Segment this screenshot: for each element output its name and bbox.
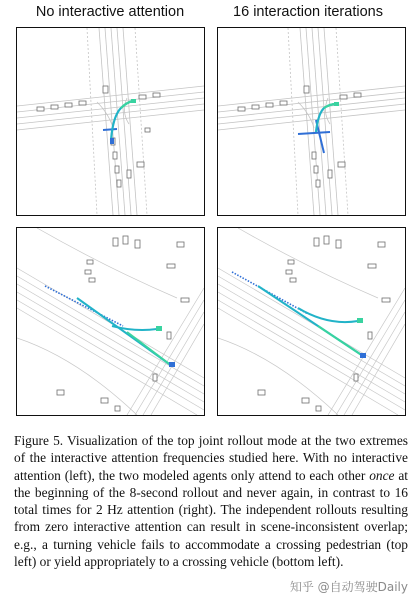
road-lines <box>17 28 204 215</box>
vehicle-boxes <box>57 236 189 411</box>
vehicle-boxes <box>258 236 390 411</box>
caption-text-part1: Figure 5. Visualization of the top joint rollout mode at the two extremes of the interactive attention frequencies studied here. With no interactive attention (left), the two modeled agents only attend to each other <box>14 433 408 483</box>
scene-panel-bottom-right <box>217 227 406 416</box>
vehicle-boxes <box>37 86 160 187</box>
vehicle-boxes <box>238 86 361 187</box>
crossing-scene <box>218 228 405 415</box>
figure-caption <box>14 432 408 570</box>
column-title-right: 16 interaction iterations <box>233 4 383 20</box>
road-lines <box>218 28 405 215</box>
scene-panel-bottom-left <box>16 227 205 416</box>
watermark: 知乎 @自动驾驶Daily <box>289 580 408 594</box>
caption-emphasis: once <box>369 467 395 483</box>
scene-panel-top-left <box>16 27 205 216</box>
column-title-left: No interactive attention <box>35 4 185 20</box>
intersection-scene <box>218 28 405 215</box>
agent-trajectories <box>232 272 366 358</box>
intersection-scene <box>17 28 204 215</box>
caption-text-part2: at the beginning of the 8-second rollout and never again, in contrast to 16 total times for 2 Hz attention (right). The independent rollouts resulting from zero interactive attention can result in scene-inconsistent overlap; e.g., a turning vehicle fails to accommodate a crossing pedestrian (top left) or yield appropriately to a crossing vehicle (bottom left). <box>14 467 408 570</box>
scene-panel-top-right <box>217 27 406 216</box>
crossing-scene <box>17 228 204 415</box>
